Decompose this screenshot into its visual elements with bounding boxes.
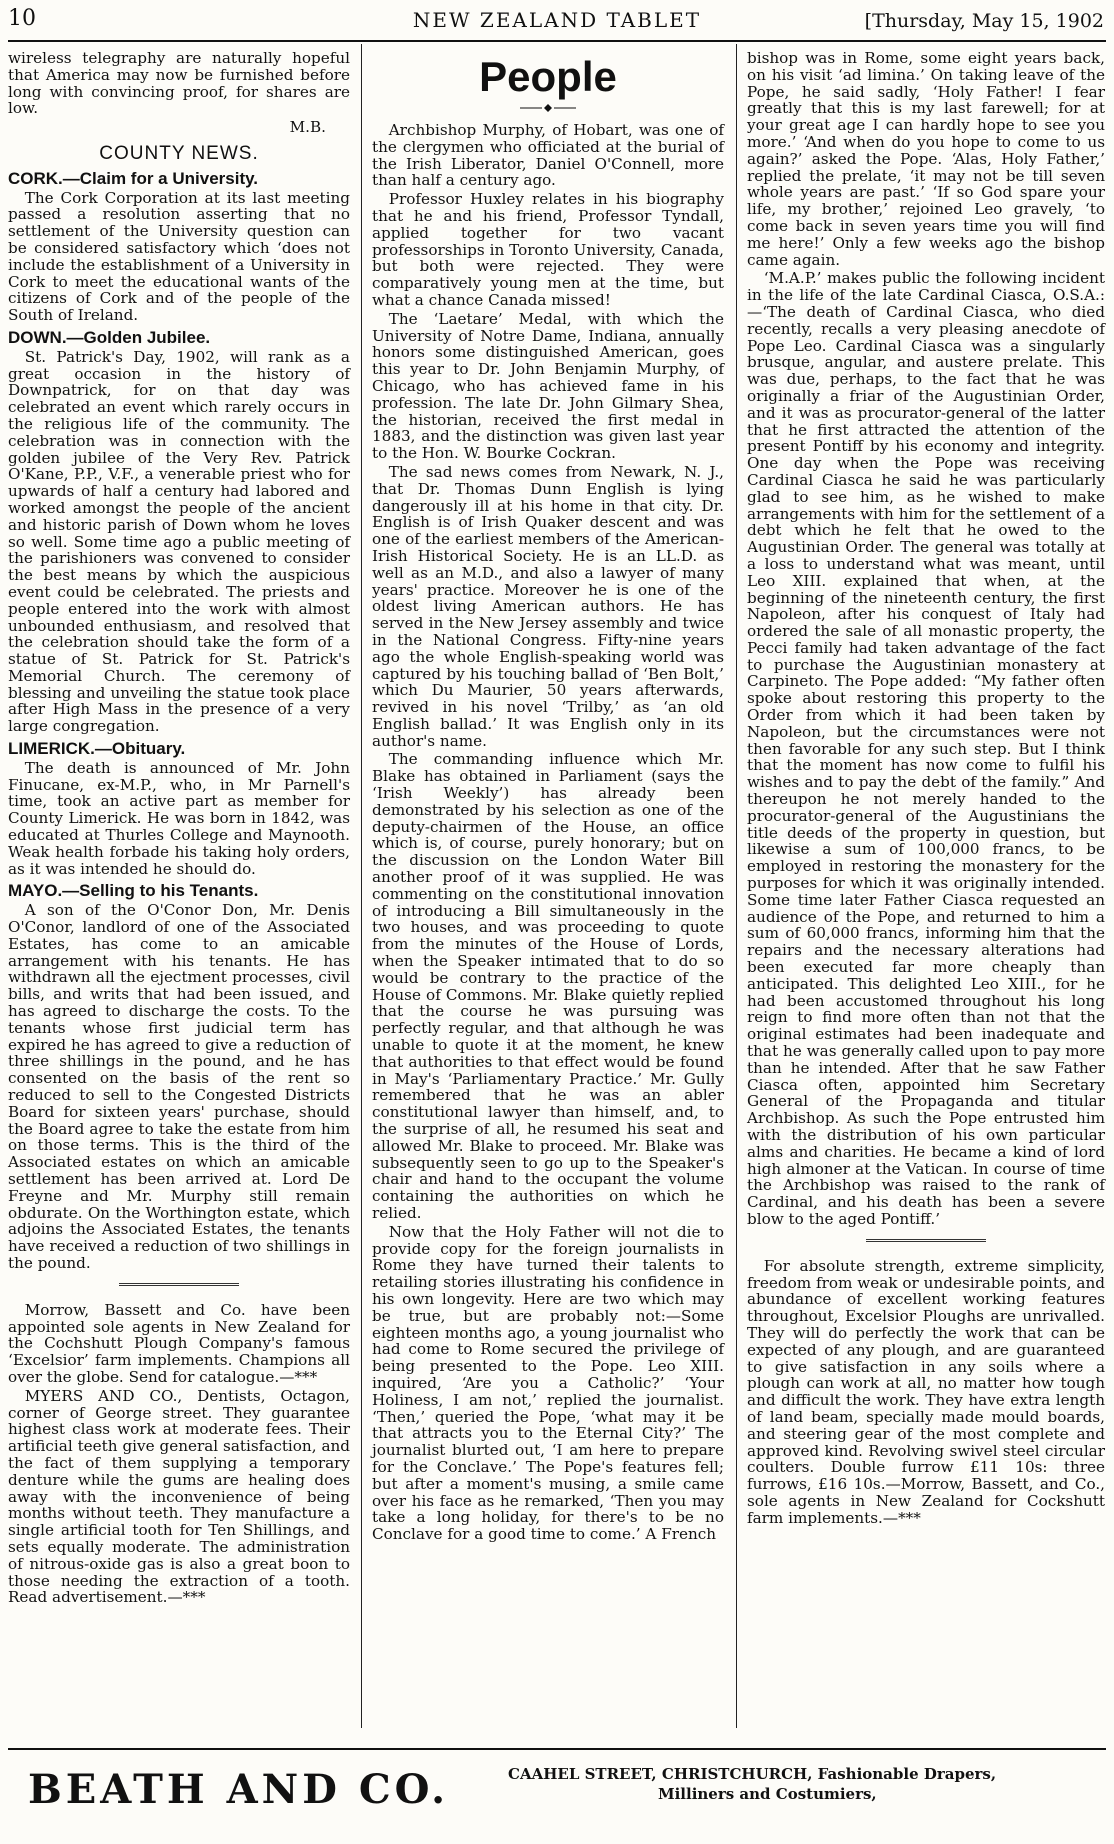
section-title-county-news: COUNTY NEWS. <box>99 142 259 164</box>
people-paragraph: ‘M.A.P.’ makes public the following incident in the life of the late Cardinal Ciasca, O.S.A.:—‘The death of Cardinal Ciasca, who died recently, recalls a very pleasing anecdote of Pope Leo. Cardinal Ciasca was a singularly brusque, angular, and austere prelate. This was due, perhaps, to the fact that he was originally a friar of the Augustinian Order, and it was as procurator-general of the latter that he first attracted the attention of the present Pontiff by his economy and integrity. One day when the Pope was receiving Cardinal Ciasca he said he was particularly glad to see him, as he wished to make arrangements with him for the settlement of a debt which he felt that he owed to the Augustinian Order. The general was totally at a loss to understand what was meant, until Leo XIII. explained that when, at the beginning of the nineteenth century, the first Napoleon, after his conquest of Italy had ordered the sale of all monastic property, the Pecci family had taken advantage of the fact to purchase the Augustinian monastery at Carpineto. The Pope added: “My father often spoke about restoring this property to the Order from which it had been taken by Napoleon, but the circumstances were not then favorable for any such step. But I think that the moment has now come to fulfil his wishes and to pay the debt of the family.” And thereupon he not merely handed to the procurator-general of the Augustinians the title deeds of the property in question, but likewise a sum of 100,000 francs, to be employed in restoring the monastery for the purposes for which it was originally intended. Some time later Father Ciasca requested an audience of the Pope, and returned to him a sum of 60,000 francs, informing him that the repairs and the necessary alterations had been executed far more cheaply than anticipated. This delighted Leo XIII., for he had been accustomed throughout his long reign to find more often than not that the original estimates had been inadequate and that he was generally called upon to pay more than he intended. After that he saw Father Ciasca often, appointed him Secretary General of the Propaganda and titular Archbishop. As such the Pope entrusted him with the distribution of his own particular alms and charities. He became a kind of lord high almoner at the Vatican. In course of time the Archbishop was raised to the rank of Cardinal, and his death has been a severe blow to the aged Pontiff.’ <box>747 269 1105 1228</box>
heading-cork: CORK.—Claim for a University. <box>8 168 259 188</box>
column-rule-1 <box>361 44 362 1728</box>
ad-morrow-bassett: Morrow, Bassett and Co. have been appointed sole agents in New Zealand for the Cochshutt Plough Company's famous ‘Excelsior’ farm implements. Champions all over the globe. Send for catalogue.—*** <box>8 1300 350 1386</box>
section-title-people: People <box>479 53 617 100</box>
ad-excelsior-ploughs: For absolute strength, extreme simplicity, freedom from weak or undesirable points, and abundance of excellent working features throughout, Excelsior Ploughs are unrivalled. They will do perfectly the work that can be expected of any plough, and are guaranteed to give satisfaction in any soils where a plough can work at all, no matter how tough and difficult the work. They have extra length of land beam, specially made mould boards, and steering gear of the most complete and approved kind. Revolving swivel steel circular coulters. Double furrow £11 10s: three furrows, £16 10s.—Morrow, Bassett, and Co., sole agents in New Zealand for Cockshutt farm implements.—*** <box>747 1256 1105 1527</box>
article-limerick: The death is announced of Mr. John Finucane, ex-M.P., who, in Mr Parnell's time, took an active part as member for County Limerick. He was born in 1842, was educated at Thurles College and Maynooth. Weak health forbade his taking holy orders, as it was intended he should do. <box>8 758 350 878</box>
people-paragraph: Archbishop Murphy, of Hobart, was one of the clergymen who officiated at the burial of the Irish Liberator, Daniel O'Connell, more than half a century ago. <box>372 121 724 190</box>
people-paragraph: The ‘Laetare’ Medal, with which the University of Notre Dame, Indiana, annually honors some distinguished American, goes this year to Dr. John Benjamin Murphy, of Chicago, who has achieved fame in his profession. The late Dr. John Gilmary Shea, the historian, received the first medal in 1883, and the distinction was given last year to the Hon. W. Bourke Cockran. <box>372 309 724 463</box>
divider-ornament <box>8 1280 350 1290</box>
divider-ornament <box>747 1236 1105 1246</box>
address-line-2: Milliners and Costumiers, <box>658 1785 877 1803</box>
article-down: St. Patrick's Day, 1902, will rank as a great occasion in the history of Downpatrick, for on that day was celebrated an event which rarely occurs in the religious life of the community. The celebration was in connection with the golden jubilee of the Very Rev. Patrick O'Kane, P.P., V.F., a venerable priest who for upwards of half a century had labored and worked amongst the people of the ancient and historic parish of Down whom he loves so well. Some time ago a public meeting of the parishioners was convened to consider the best means by which the auspicious event could be celebrated. The priests and people entered into the work with almost unbounded enthusiasm, and resolved that the celebration should take the form of a statue of St. Patrick for St. Patrick's Memorial Church. The ceremony of blessing and unveiling the statue took place after High Mass in the presence of a very large congregation. <box>8 347 350 736</box>
advertiser-address <box>508 1764 996 1804</box>
people-paragraph: The commanding influence which Mr. Blake has obtained in Parliament (says the ‘Irish Weekly’) has already been demonstrated by his selection as one of the deputy-chairmen of the House, an office which is, of course, purely honorary; but on the discussion on the London Water Bill another proof of it was supplied. He was commenting on the constitutional innovation of introducing a Bill simultaneously in the two houses, and was proceeding to quote from the minutes of the House of Lords, when the Speaker intimated that to do so would be contrary to the practice of the House of Commons. Mr. Blake quietly replied that the course he was pursuing was perfectly regular, and that although he was unable to quote it at the moment, he knew that authorities to that effect would be found in May's ‘Parliamentary Practice.’ Mr. Gully remembered that he was an abler constitutional lawyer than himself, and, to the surprise of all, he resumed his seat and allowed Mr. Blake to proceed. Mr. Blake was subsequently seen to go up to the Speaker's chair and hand to the occupant the volume containing the authorities on which he relied. <box>372 750 724 1222</box>
heading-down: DOWN.—Golden Jubilee. <box>8 327 211 347</box>
masthead-rule <box>8 40 1106 42</box>
address-line-1: CAAHEL STREET, CHRISTCHURCH, Fashionable Drapers, <box>508 1765 997 1783</box>
article-mayo: A son of the O'Conor Don, Mr. Denis O'Conor, landlord of one of the Associated Estates, has come to an amicable arrangement with his tenants. He has withdrawn all the ejectment processes, civil bills, and writs that had been issued, and has agreed to discharge the costs. To the tenants whose first judicial term has expired he has agreed to give a reduction of three shillings in the pound, and he has consented on the basis of the rent so reduced to sell to the Congested Districts Board for sixteen years' purchase, should the Board agree to take the estate from him on those terms. This is the third of the Associated estates on which an amicable settlement has been arrived at. Lord De Freyne and Mr. Murphy still remain obdurate. On the Worthington estate, which adjoins the Associated Estates, the tenants have received a reduction of two shillings in the pound. <box>8 901 350 1272</box>
people-paragraph: Now that the Holy Father will not die to provide copy for the foreign journalists in Rome they have turned their talents to retailing stories illustrating his confidence in his own longevity. Here are two which may be true, but are probably not:—Some eighteen months ago, a young journalist who had come to Rome secured the privilege of being presented to the Pope. Leo XIII. inquired, ‘Are you a Catholic?’ ‘Your Holiness, I am not,’ replied the journalist. ‘Then,’ queried the Pope, ‘what may it be that attracts you to the Eternal City?’ The journalist blurted out, ‘I am here to prepare for the Conclave.’ The Pope's features fell; but after a moment's musing, a smile came over his face as he remarked, ‘Then you may take a long holiday, for there's to be no Conclave for a good time to come.’ A French <box>372 1222 724 1544</box>
people-paragraph: The sad news comes from Newark, N. J., that Dr. Thomas Dunn English is lying dangerously ill at his home in that city. Dr. English is of Irish Quaker descent and was one of the earliest members of the American-Irish Historical Society. He is an LL.D. as well as an M.D., and also a lawyer of many years' practice. Moreover he is one of the oldest living American authors. He has served in the New Jersey assembly and twice in the National Congress. Fifty-nine years ago the whole English-speaking world was captured by his touching ballad of ‘Ben Bolt,’ which Du Maurier, 50 years afterwards, revived in his novel ‘Trilby,’ as ‘an old English ballad.’ It was English only in its author's name. <box>372 462 724 750</box>
people-paragraph: bishop was in Rome, some eight years back, on his visit ‘ad limina.’ On taking leave of the Pope, he said sadly, ‘Holy Father! I fear greatly that this is my last farewell; for at your great age I can hardly hope to see you more.’ ‘And when do you hope to come to us again?’ asked the Pope. ‘Alas, Holy Father,’ replied the prelate, ‘it may not be till seven whole years are past.’ ‘If so God spare your life, my brother,’ rejoined Leo gravely, ‘to come back in seven years time you will find me here!’ Only a few weeks ago the bishop came again. <box>747 49 1105 269</box>
column-people-continued <box>747 50 1105 1529</box>
column-people <box>372 50 724 1545</box>
advertiser-name: BEATH AND CO. <box>28 1766 450 1813</box>
heading-limerick: LIMERICK.—Obituary. <box>8 739 186 759</box>
footer-advertisement <box>8 1748 1106 1838</box>
intro-paragraph: wireless telegraphy are naturally hopeful that America may now be furnished before long with convincing proof, for shares are low. <box>8 49 350 118</box>
column-county-news <box>8 50 350 1608</box>
ornament-icon <box>518 104 578 112</box>
issue-date: [Thursday, May 15, 1902 <box>864 10 1104 32</box>
article-cork: The Cork Corporation at its last meeting passed a resolution asserting that no settlement of the University question can be considered satisfactory which ‘does not include the establishment of a University in Cork to meet the educational wants of the citizens of Cork and of the people of the South of Ireland. <box>8 188 350 325</box>
newspaper-title: NEW ZEALAND TABLET <box>412 8 702 32</box>
masthead <box>8 2 1106 44</box>
heading-mayo: MAYO.—Selling to his Tenants. <box>8 881 259 901</box>
intro-signature: M.B. <box>289 118 326 137</box>
ad-myers-dentists: MYERS AND CO., Dentists, Octagon, corner of George street. They guarantee highest class work at moderate fees. Their artificial teeth give general satisfaction, and the fact of them supplying a temporary denture while the gums are healing does away with the inconvenience of being months without teeth. They manufacture a single artificial tooth for Ten Shillings, and sets equally moderate. The administration of nitrous-oxide gas is also a great boon to those needing the extraction of a tooth. Read advertisement.—*** <box>8 1386 350 1607</box>
people-paragraph: Professor Huxley relates in his biography that he and his friend, Professor Tyndall, applied together for two vacant professorships in Toronto University, Canada, but both were rejected. They were comparatively young men at the time, but what a chance Canada missed! <box>372 190 724 309</box>
page-number: 10 <box>8 6 36 31</box>
column-rule-2 <box>736 44 737 1728</box>
